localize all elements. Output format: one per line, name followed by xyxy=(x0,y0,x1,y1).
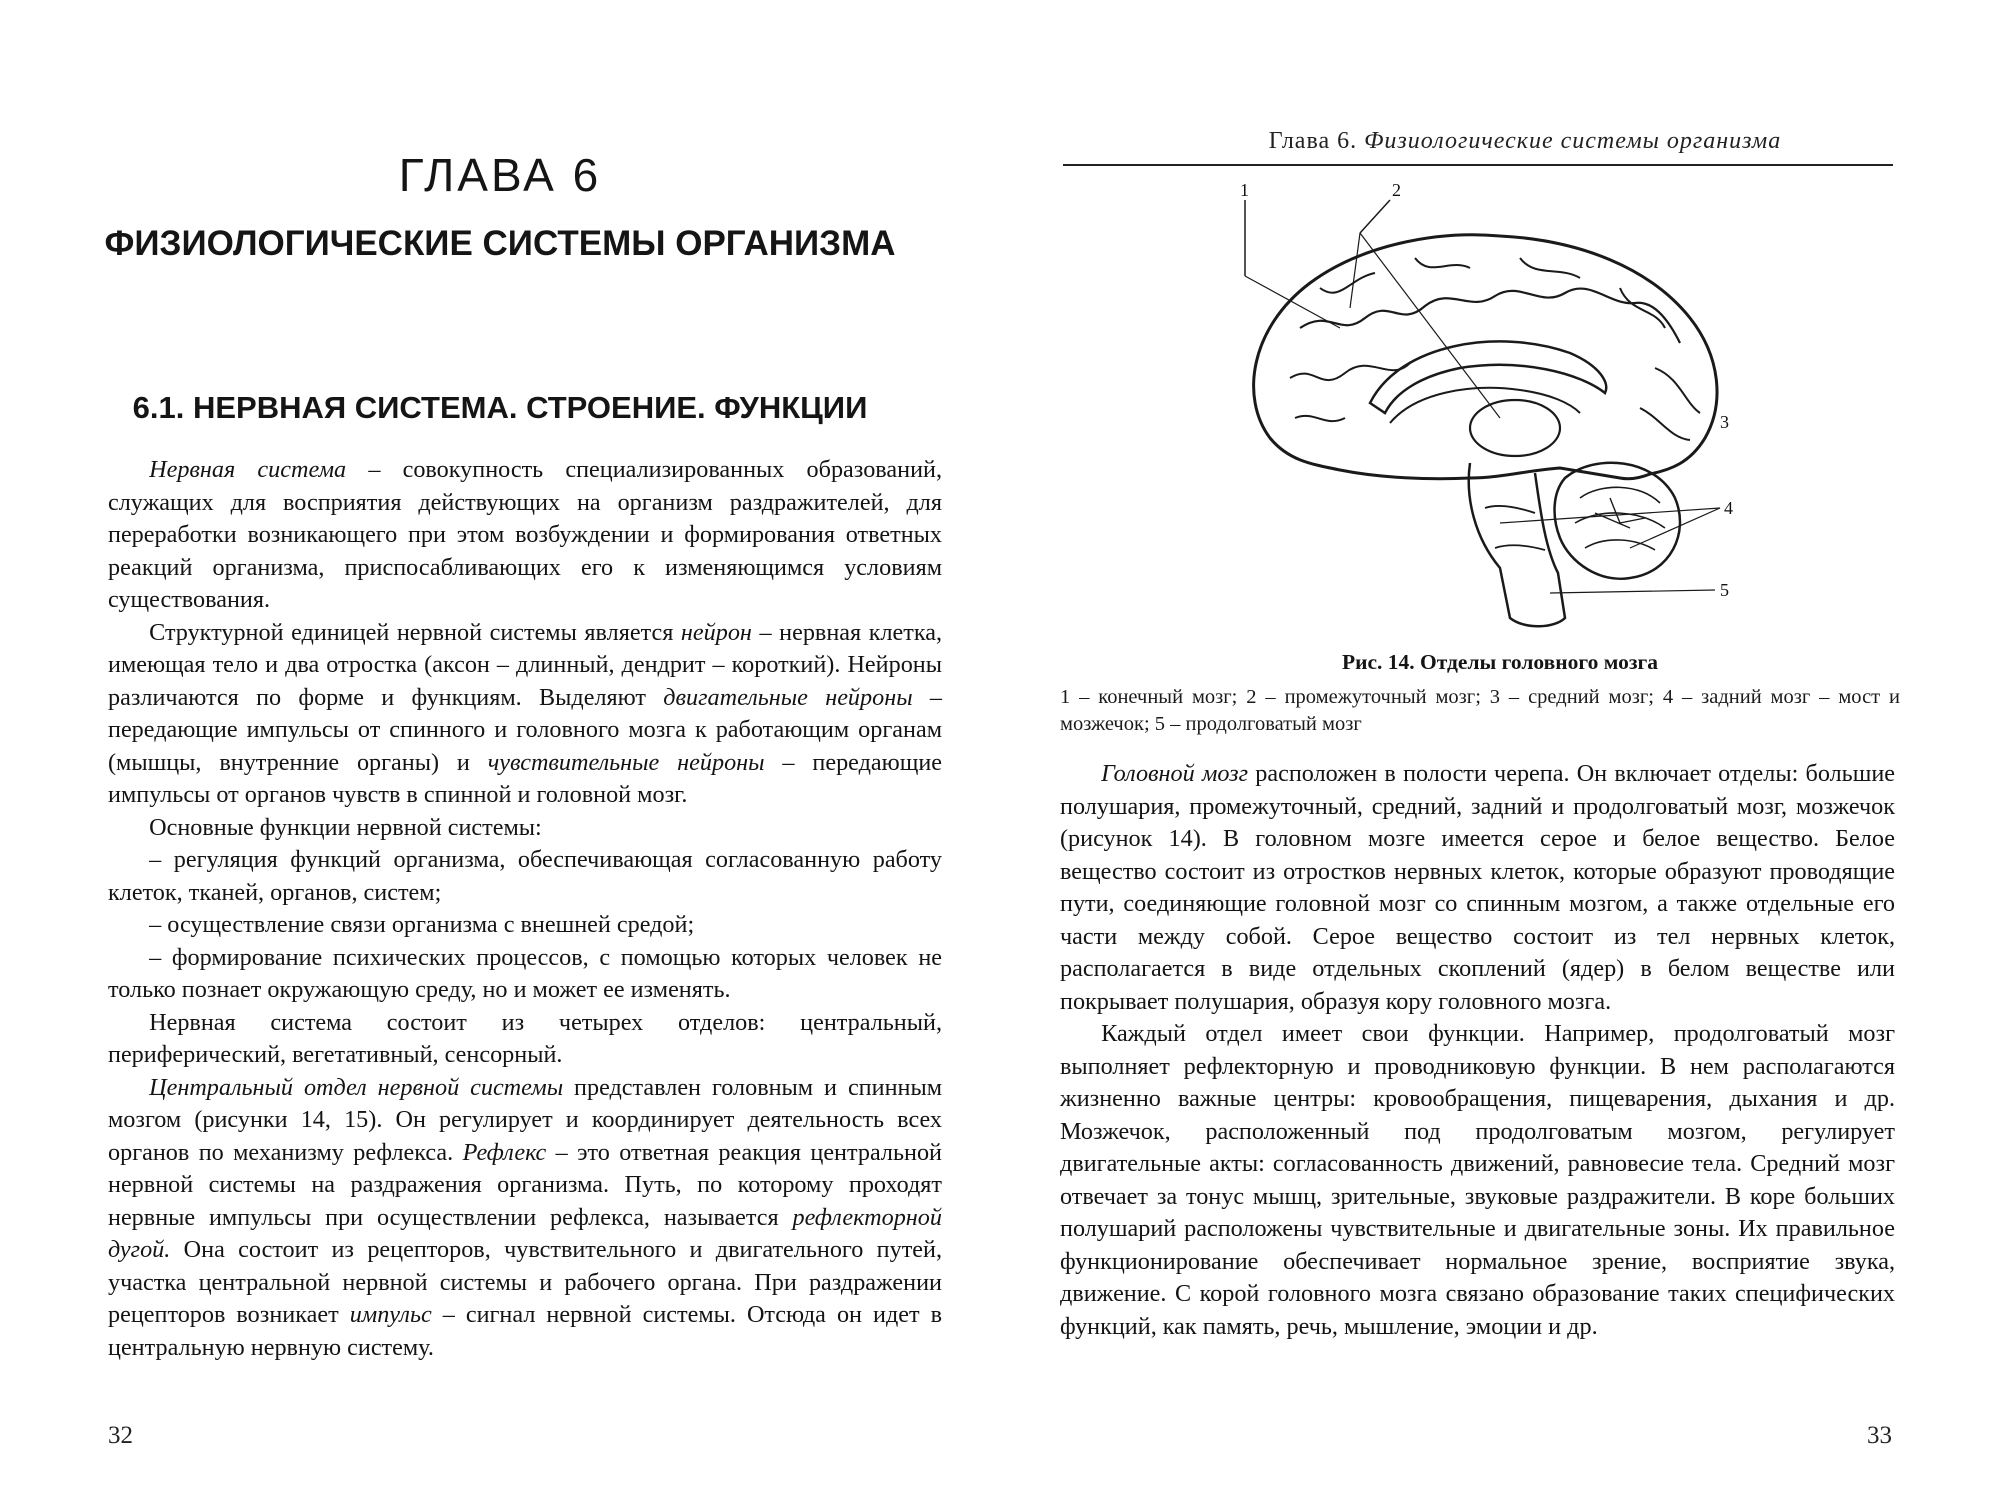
right-page xyxy=(1000,0,2000,1496)
term: Нервная система xyxy=(149,456,347,483)
chapter-number: ГЛАВА 6 xyxy=(398,149,602,201)
page-number-left: 32 xyxy=(108,1422,133,1449)
thalamus xyxy=(1470,400,1560,456)
term: Головной мозг xyxy=(1101,760,1249,787)
paragraph xyxy=(108,617,942,812)
figure-label-4: 4 xyxy=(1724,498,1733,518)
cerebrum-outline xyxy=(1254,235,1717,479)
right-body-text xyxy=(1060,758,1895,1343)
page-number-right: 33 xyxy=(1867,1422,1892,1449)
figure-caption-title: Рис. 14. Отделы головного мозга xyxy=(1341,650,1659,674)
figure-label-5: 5 xyxy=(1720,580,1729,600)
brain-diagram xyxy=(1200,178,1760,648)
term: чувствительные нейроны xyxy=(487,748,765,776)
paragraph xyxy=(108,1072,942,1365)
figure-label-3: 3 xyxy=(1720,412,1729,432)
list-item: – регуляция функций организма, обеспечивающая согласованную работу клеток, тканей, органов, систем; xyxy=(108,846,942,906)
running-head-title: Физиологические системы организма xyxy=(1364,128,1782,154)
running-head xyxy=(1190,128,1860,155)
brain-figure xyxy=(1200,178,1760,648)
paragraph: Каждый отдел имеет свои функции. Например, продолговатый мозг выполняет рефлекторную и проводниковую функции. В нем располагаются жизненно важные центры: кровообращения, пищеварения, дыхания и др. Мозжечок, расположенный под продолговатым мозгом, регулирует двигательные акты: согласованность движений, равновесие тела. Средний мозг отвечает за тонус мышц, зрительные, звуковые раздражители. В коре больших полушарий расположены чувствительные и двигательные зоны. Их правильное функционирование обеспечивает нормальное зрение, восприятие звука, движение. С корой головного мозга связано образование таких специфических функций, как память, речь, мышление, эмоции и др. xyxy=(1060,1020,1895,1340)
term: Рефлекс xyxy=(462,1138,547,1166)
figure-label-1: 1 xyxy=(1240,180,1249,200)
paragraph: Нервная система состоит из четырех отделов: центральный, периферический, вегетативный, сенсорный. xyxy=(108,1008,942,1068)
paragraph-text: – нервная клетка, имеющая тело и два отростка (аксон – длинный, дендрит – короткий). Нейроны различаются по форме и функциям. Выделяют xyxy=(108,618,942,711)
term: двигательные нейроны xyxy=(663,683,913,711)
paragraph xyxy=(108,454,942,617)
chapter-title: ФИЗИОЛОГИЧЕСКИЕ СИСТЕМЫ ОРГАНИЗМА xyxy=(104,224,896,263)
paragraph-text: – это ответная реакция центральной нервной системы на раздражения организма. Путь, по которому проходят нервные импульсы при осуществлении рефлекса, называется xyxy=(108,1138,942,1231)
paragraph-text: Она состоит из рецепторов, чувствительного и двигательного путей, участка центральной нервной системы и рабочего органа. При раздражении рецепторов возникает xyxy=(108,1236,942,1328)
paragraph-text: расположен в полости черепа. Он включает отделы: большие полушария, промежуточный, средний, задний и продолговатый мозг, мозжечок (рисунок 14). В головном мозге имеется серое и белое вещество. Белое вещество состоит из отростков нервных клеток, которые образуют проводящие пути, соединяющие головной мозг со спинным мозгом, а также отдельные его части между собой. Серое вещество состоит из тел нервных клеток, располагается в виде отдельных скоплений (ядер) в белом веществе или покрывает полушария, образуя кору головного мозга. xyxy=(1060,760,1895,1015)
term: нейрон xyxy=(680,618,752,646)
paragraph-text: – передающие импульсы от органов чувств в спинной и головной мозг. xyxy=(108,748,942,808)
paragraph-text: – передающие импульсы от спинного и головного мозга к работающим органам (мышцы, внутренние органы) и xyxy=(108,683,942,776)
list-item: – осуществление связи организма с внешней средой; xyxy=(149,911,695,938)
term: рефлекторной дугой. xyxy=(108,1203,942,1263)
term: Центральный отдел нервной системы xyxy=(149,1073,564,1101)
figure-label-2: 2 xyxy=(1392,180,1401,200)
paragraph: Основные функции нервной системы: xyxy=(149,813,542,841)
figure-caption-body: 1 – конечный мозг; 2 – промежуточный мозг; 3 – средний мозг; 4 – задний мозг – мост и мозжечок; 5 – продолговатый мозг xyxy=(1060,686,1900,735)
paragraph-text: – сигнал нервной системы. Отсюда он идет в центральную нервную систему. xyxy=(108,1301,943,1361)
paragraph xyxy=(1060,758,1895,1018)
list-item: – формирование психических процессов, с помощью которых человек не только познает окружающую среду, но и может ее изменять. xyxy=(108,943,942,1003)
paragraph-text: – совокупность специализированных образований, служащих для восприятия действующих на организм раздражителей, для переработки возникающего при этом возбуждении и формирования ответных реакций организма, приспосабливающих его к изменяющимся условиям существования. xyxy=(108,456,943,613)
cerebellum xyxy=(1555,463,1680,579)
paragraph-text: представлен головным и спинным мозгом (рисунки 14, 15). Он регулирует и координирует деятельность всех органов по механизму рефлекса. xyxy=(108,1073,943,1166)
paragraph-text: Структурной единицей нервной системы является xyxy=(149,618,681,646)
left-body-text xyxy=(108,454,942,1364)
running-head-chapter: Глава 6. xyxy=(1268,128,1365,154)
section-title: 6.1. НЕРВНАЯ СИСТЕМА. СТРОЕНИЕ. ФУНКЦИИ xyxy=(132,390,868,425)
header-rule xyxy=(1063,164,1893,166)
term: импульс xyxy=(349,1301,432,1328)
